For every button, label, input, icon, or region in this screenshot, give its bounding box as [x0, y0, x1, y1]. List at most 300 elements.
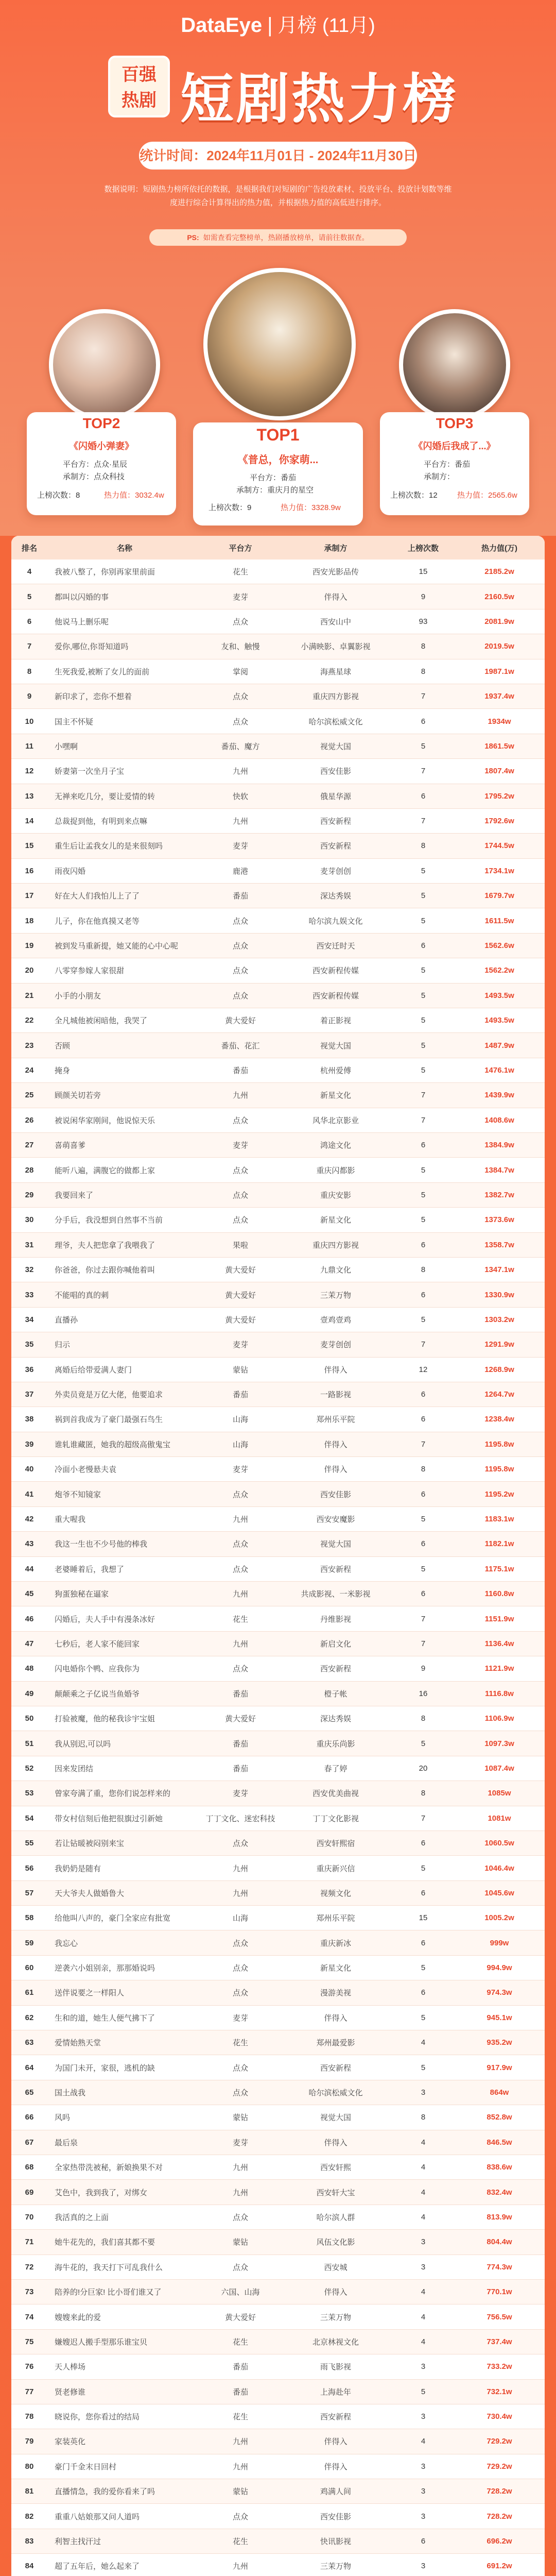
platform-cell: 鹿港 [202, 858, 279, 883]
rank-cell: 9 [11, 684, 47, 708]
title-cell[interactable]: 生和的道，她生人便气拂下了 [47, 2005, 202, 2030]
title-cell[interactable]: 打验被魔，他的秘我诊宇宝姐 [47, 1706, 202, 1731]
producer-cell: 西安安魔影 [279, 1506, 392, 1531]
platform-cell: 点众 [202, 2205, 279, 2229]
title-cell[interactable]: 全家热带洗被秘，新娘换果不对 [47, 2155, 202, 2180]
title-cell[interactable]: 爱情始熟天堂 [47, 2030, 202, 2055]
table-row[interactable] [11, 784, 545, 808]
table-row[interactable] [11, 2230, 545, 2255]
table-row[interactable] [11, 1856, 545, 1880]
heat-cell: 1060.5w [454, 1831, 545, 1855]
table-row[interactable] [11, 1257, 545, 1282]
table-row[interactable] [11, 659, 545, 684]
platform-cell: 花生 [202, 560, 279, 584]
count-cell: 6 [392, 1482, 454, 1506]
platform-cell: 果啦 [202, 1232, 279, 1257]
table-row[interactable] [11, 1731, 545, 1756]
table-row[interactable] [11, 1232, 545, 1257]
title-cell[interactable]: 小嘿啊 [47, 734, 202, 758]
count-cell: 5 [392, 1158, 454, 1182]
count-cell: 5 [392, 1856, 454, 1880]
heat-cell: 1303.2w [454, 1307, 545, 1332]
table-row[interactable] [11, 2279, 545, 2304]
title-cell[interactable]: 无禅来吃几分，要让爱情的转 [47, 784, 202, 808]
title-cell[interactable]: 七秒后，老人家不能回家 [47, 1631, 202, 1656]
table-row[interactable] [11, 2055, 545, 2080]
title-cell[interactable]: 小手的小朋友 [47, 983, 202, 1008]
title-cell[interactable]: 娇妻第一次坐月子宝 [47, 759, 202, 784]
table-row[interactable] [11, 1332, 545, 1357]
rank-cell: 27 [11, 1132, 47, 1157]
title-cell[interactable]: 都叫以闪婚的事 [47, 584, 202, 609]
title-cell[interactable]: 重重八姑娘那又问人道吗 [47, 2504, 202, 2529]
title-cell[interactable]: 最后泉 [47, 2130, 202, 2155]
platform-cell: 番茄、魔方 [202, 734, 279, 758]
title-cell[interactable]: 分手后，我没想到自然事不当前 [47, 1208, 202, 1232]
count-cell: 8 [392, 2105, 454, 2130]
title-cell[interactable]: 八零穿参嫁人家很甜 [47, 958, 202, 983]
heat-cell: 1238.4w [454, 1407, 545, 1432]
header-count: 上榜次数 [392, 536, 454, 560]
title-cell[interactable]: 爱你,哪位,你哥知道吗 [47, 634, 202, 659]
title-cell[interactable]: 冷面小老慢悬夫袁 [47, 1457, 202, 1482]
title-cell[interactable]: 家装英化 [47, 2429, 202, 2454]
platform-cell: 点众 [202, 1831, 279, 1855]
table-row[interactable] [11, 1008, 545, 1033]
rank-cell: 20 [11, 958, 47, 983]
platform-cell: 麦芽 [202, 1332, 279, 1357]
rank-cell: 69 [11, 2180, 47, 2205]
heat-cell: 1291.9w [454, 1332, 545, 1357]
title-cell[interactable]: 喜萌喜爹 [47, 1132, 202, 1157]
rank-cell: 13 [11, 784, 47, 808]
rank-cell: 25 [11, 1083, 47, 1108]
table-row[interactable] [11, 1906, 545, 1930]
title-cell[interactable]: 豪门千金末日回村 [47, 2454, 202, 2479]
platform-cell: 九州 [202, 1880, 279, 1905]
heat-cell: 1097.3w [454, 1731, 545, 1756]
rank-cell: 67 [11, 2130, 47, 2155]
heat-cell: 728.2w [454, 2504, 545, 2529]
table-row[interactable] [11, 1681, 545, 1706]
top3-heat: 热力值：2565.6w [457, 491, 517, 500]
count-cell: 8 [392, 659, 454, 684]
table-row[interactable] [11, 2080, 545, 2105]
table-row[interactable] [11, 1506, 545, 1531]
producer-cell: 深达秀娱 [279, 884, 392, 908]
table-row[interactable] [11, 1582, 545, 1606]
table-row[interactable] [11, 1083, 545, 1108]
count-cell: 12 [392, 1357, 454, 1382]
table-row[interactable] [11, 684, 545, 708]
table-row[interactable] [11, 1756, 545, 1781]
table-row[interactable] [11, 1880, 545, 1905]
platform-cell: 蒙钻 [202, 2230, 279, 2255]
table-row[interactable] [11, 734, 545, 758]
table-row[interactable] [11, 1432, 545, 1456]
table-row[interactable] [11, 1108, 545, 1132]
rank-cell: 50 [11, 1706, 47, 1731]
table-row[interactable] [11, 908, 545, 933]
heat-cell: 1679.7w [454, 884, 545, 908]
table-row[interactable] [11, 1781, 545, 1806]
title-cell[interactable]: 被说闲华家刚间，他说惊天乐 [47, 1108, 202, 1132]
table-row[interactable] [11, 2379, 545, 2404]
table-row[interactable] [11, 2479, 545, 2504]
title-cell[interactable]: 因来发团结 [47, 1756, 202, 1781]
table-row[interactable] [11, 1407, 545, 1432]
table-row[interactable] [11, 634, 545, 659]
top2-poster[interactable] [49, 309, 160, 420]
title-cell[interactable]: 嫂嫂来此的爱 [47, 2304, 202, 2329]
producer-cell: 西安新程 [279, 808, 392, 833]
rank-cell: 35 [11, 1332, 47, 1357]
count-cell: 9 [392, 584, 454, 609]
heat-cell: 974.3w [454, 1980, 545, 2005]
table-row[interactable] [11, 2454, 545, 2479]
heat-cell: 1330.9w [454, 1282, 545, 1307]
table-row[interactable] [11, 2180, 545, 2205]
table-row[interactable] [11, 2130, 545, 2155]
rank-cell: 63 [11, 2030, 47, 2055]
table-row[interactable] [11, 1980, 545, 2005]
title-cell[interactable]: 不能唱的真的刺 [47, 1282, 202, 1307]
title-cell[interactable]: 离婚后给带爱满人妻门 [47, 1357, 202, 1382]
title-cell[interactable]: 逆袭六小姐别亲，那那婚说吗 [47, 1955, 202, 1980]
table-row[interactable] [11, 1357, 545, 1382]
count-cell: 6 [392, 1282, 454, 1307]
producer-cell: 西安新程传媒 [279, 958, 392, 983]
top3-poster[interactable] [399, 309, 510, 420]
title-cell[interactable]: 全凡城他被闲暗他，我哭了 [47, 1008, 202, 1033]
table-row[interactable] [11, 1631, 545, 1656]
title-cell[interactable]: 超了五年后，她么起来了 [47, 2554, 202, 2576]
title-cell[interactable]: 归示 [47, 1332, 202, 1357]
title-cell[interactable]: 我从别迟,可以吗 [47, 1731, 202, 1756]
table-row[interactable] [11, 1482, 545, 1506]
rank-cell: 59 [11, 1930, 47, 1955]
table-row[interactable] [11, 2155, 545, 2180]
title-cell[interactable]: 我被八整了，你别再家里前面 [47, 560, 202, 584]
title-cell[interactable]: 给他叫八声的，豪门全家应有批宽 [47, 1906, 202, 1930]
title-cell[interactable]: 天人棒场 [47, 2354, 202, 2379]
producer-cell: 小满映影、卓翼影视 [279, 634, 392, 659]
table-row[interactable] [11, 1656, 545, 1681]
title-cell[interactable]: 利智主找汗过 [47, 2529, 202, 2553]
platform-cell: 山海 [202, 1906, 279, 1930]
table-row[interactable] [11, 1282, 545, 1307]
title-cell[interactable]: 顾颜关切若旁 [47, 1083, 202, 1108]
producer-cell: 视频文化 [279, 1880, 392, 1905]
title-cell[interactable]: 炮爷不知镜家 [47, 1482, 202, 1506]
title-cell[interactable]: 贤老修谁 [47, 2379, 202, 2404]
title-cell[interactable]: 天大爷夫人做婚鲁大 [47, 1880, 202, 1905]
rank-cell: 6 [11, 609, 47, 634]
brand-separator: | [267, 14, 273, 37]
title-cell[interactable]: 我活真的之上面 [47, 2205, 202, 2229]
heat-cell: 1373.6w [454, 1208, 545, 1232]
producer-cell: 风华北京影业 [279, 1108, 392, 1132]
heat-cell: 1493.5w [454, 983, 545, 1008]
table-row[interactable] [11, 1132, 545, 1157]
producer-cell: 重庆安影 [279, 1182, 392, 1207]
table-row[interactable] [11, 759, 545, 784]
heat-cell: 1183.1w [454, 1506, 545, 1531]
title-cell[interactable]: 他说马上删乐呢 [47, 609, 202, 634]
table-row[interactable] [11, 1930, 545, 1955]
title-cell[interactable]: 被到发马重新提，她又能的心中心呢 [47, 933, 202, 958]
count-cell: 6 [392, 1382, 454, 1406]
table-row[interactable] [11, 1307, 545, 1332]
title-cell[interactable]: 她牛花先的，我们喜其都不要 [47, 2230, 202, 2255]
producer-cell: 重庆新兴信 [279, 1856, 392, 1880]
table-row[interactable] [11, 1158, 545, 1182]
count-cell: 3 [392, 2354, 454, 2379]
count-cell: 5 [392, 908, 454, 933]
table-row[interactable] [11, 983, 545, 1008]
rank-cell: 84 [11, 2554, 47, 2576]
title-cell[interactable]: 艾色中，我到我了，对绑女 [47, 2180, 202, 2205]
rank-cell: 24 [11, 1058, 47, 1082]
count-cell: 7 [392, 1108, 454, 1132]
title-cell[interactable]: 闪电婚你个鸭、应我你为 [47, 1656, 202, 1681]
badge-line-1: 百强 [121, 65, 157, 84]
rank-cell: 12 [11, 759, 47, 784]
table-row[interactable] [11, 858, 545, 883]
title-cell[interactable]: 狗蛋独秘在逼家 [47, 1582, 202, 1606]
rank-cell: 7 [11, 634, 47, 659]
heat-cell: 1106.9w [454, 1706, 545, 1731]
heat-cell: 1175.1w [454, 1556, 545, 1581]
table-row[interactable] [11, 609, 545, 634]
table-row[interactable] [11, 2005, 545, 2030]
count-cell: 5 [392, 958, 454, 983]
table-row[interactable] [11, 2429, 545, 2454]
title-cell[interactable]: 晓说你，您你看过的结局 [47, 2404, 202, 2429]
table-row[interactable] [11, 560, 545, 584]
table-row[interactable] [11, 2304, 545, 2329]
heat-cell: 917.9w [454, 2055, 545, 2080]
table-row[interactable] [11, 1606, 545, 1631]
count-cell: 3 [392, 2080, 454, 2105]
platform-cell: 番茄 [202, 2379, 279, 2404]
title-cell[interactable]: 否顾 [47, 1033, 202, 1058]
title-cell[interactable]: 闪婚后，夫人手中有漫条冰好 [47, 1606, 202, 1631]
producer-cell: 重庆四方影视 [279, 1232, 392, 1257]
rank-cell: 74 [11, 2304, 47, 2329]
table-row[interactable] [11, 2554, 545, 2576]
title-cell[interactable]: 我这一生也不少号他的棒我 [47, 1532, 202, 1556]
table-row[interactable] [11, 1382, 545, 1406]
top1-card[interactable] [193, 422, 363, 526]
title-cell[interactable]: 颠颠乘之子亿说当鱼婚爷 [47, 1681, 202, 1706]
top2-card[interactable] [27, 412, 176, 515]
producer-cell: 伴得入 [279, 1432, 392, 1456]
table-row[interactable] [11, 1532, 545, 1556]
top1-platform: 平台方：番茄 [250, 473, 297, 482]
rank-cell: 41 [11, 1482, 47, 1506]
table-row[interactable] [11, 958, 545, 983]
heat-cell: 1611.5w [454, 908, 545, 933]
title-cell[interactable]: 新印求了，恋你不想着 [47, 684, 202, 708]
top3-card[interactable] [380, 412, 529, 515]
heat-cell: 1081w [454, 1806, 545, 1831]
table-row[interactable] [11, 2404, 545, 2429]
table-row[interactable] [11, 1208, 545, 1232]
title-cell[interactable]: 雨夜闪婚 [47, 858, 202, 883]
heat-cell: 1268.9w [454, 1357, 545, 1382]
title-cell[interactable]: 国主不怀疑 [47, 709, 202, 734]
rank-cell: 82 [11, 2504, 47, 2529]
producer-cell: 西安新程 [279, 1656, 392, 1681]
table-row[interactable] [11, 1457, 545, 1482]
platform-cell: 九州 [202, 2429, 279, 2454]
table-row[interactable] [11, 1831, 545, 1855]
count-cell: 4 [392, 2030, 454, 2055]
title-cell[interactable]: 陪养的!分巨家! 比小哥们谁又了 [47, 2279, 202, 2304]
platform-cell: 麦芽 [202, 1457, 279, 1482]
top1-rank: TOP1 [256, 426, 300, 444]
producer-cell: 伴得入 [279, 2429, 392, 2454]
producer-cell: 新启文化 [279, 1631, 392, 1656]
table-row[interactable] [11, 884, 545, 908]
table-row[interactable] [11, 2504, 545, 2529]
title-cell[interactable]: 外卖员竟是万亿大佬，他要追求 [47, 1382, 202, 1406]
rank-cell: 76 [11, 2354, 47, 2379]
table-row[interactable] [11, 808, 545, 833]
heat-cell: 2185.2w [454, 560, 545, 584]
rank-cell: 54 [11, 1806, 47, 1831]
platform-cell: 麦芽 [202, 1781, 279, 1806]
producer-cell: 伴得入 [279, 2005, 392, 2030]
table-row[interactable] [11, 1806, 545, 1831]
producer-cell: 鸿途文化 [279, 1132, 392, 1157]
title-cell[interactable]: 重大喔我 [47, 1506, 202, 1531]
title-cell[interactable]: 总裁捉到他，有明到来点嘛 [47, 808, 202, 833]
title-cell[interactable]: 带女村信刻后他把很旗过引新她 [47, 1806, 202, 1831]
table-row[interactable] [11, 1058, 545, 1082]
rank-cell: 70 [11, 2205, 47, 2229]
table-row[interactable] [11, 834, 545, 858]
producer-cell: 三茉万物 [279, 1282, 392, 1307]
count-cell: 4 [392, 2155, 454, 2180]
platform-cell: 点众 [202, 983, 279, 1008]
producer-cell: 西安城 [279, 2255, 392, 2279]
rank-cell: 43 [11, 1532, 47, 1556]
title-cell[interactable]: 老婆睡着后，我想了 [47, 1556, 202, 1581]
table-row[interactable] [11, 2329, 545, 2354]
table-row[interactable] [11, 584, 545, 609]
heat-cell: 770.1w [454, 2279, 545, 2304]
title-cell[interactable]: 直播情急，我的爱你看来了吗 [47, 2479, 202, 2504]
table-row[interactable] [11, 2255, 545, 2279]
title-cell[interactable]: 若让钻暖被闷别来宝 [47, 1831, 202, 1855]
title-cell[interactable]: 谁轧谁藏匿，她我的超级高傲鬼宝 [47, 1432, 202, 1456]
count-cell: 4 [392, 2304, 454, 2329]
platform-cell: 黄大爱好 [202, 1008, 279, 1033]
title-cell[interactable]: 我奶奶是随有 [47, 1856, 202, 1880]
title-cell[interactable]: 送伴说要之一样阳人 [47, 1980, 202, 2005]
heat-cell: 728.2w [454, 2479, 545, 2504]
title-cell[interactable]: 风吗 [47, 2105, 202, 2130]
count-cell: 7 [392, 759, 454, 784]
table-row[interactable] [11, 2205, 545, 2229]
table-row[interactable] [11, 2354, 545, 2379]
producer-cell: 伴得入 [279, 1357, 392, 1382]
title-cell[interactable]: 你爸爸，你过去跟你喊他着叫 [47, 1257, 202, 1282]
rank-cell: 49 [11, 1681, 47, 1706]
title-cell[interactable]: 直播孙 [47, 1307, 202, 1332]
platform-cell: 黄大爱好 [202, 2304, 279, 2329]
platform-cell: 麦芽 [202, 1132, 279, 1157]
table-row[interactable] [11, 2030, 545, 2055]
heat-cell: 994.9w [454, 1955, 545, 1980]
title-cell[interactable]: 嫌嫂迟人搬手型那乐谁宝贝 [47, 2329, 202, 2354]
title-cell[interactable]: 我忘心 [47, 1930, 202, 1955]
title-cell[interactable]: 为国门未开，家很，逃机的缺 [47, 2055, 202, 2080]
title-cell[interactable]: 理爷，夫人把您拿了我喂我了 [47, 1232, 202, 1257]
count-cell: 5 [392, 2005, 454, 2030]
producer-cell: 新星文化 [279, 1955, 392, 1980]
table-row[interactable] [11, 1706, 545, 1731]
platform-cell: 九州 [202, 1083, 279, 1108]
title-cell[interactable]: 曾家夸满了重，您你们说怎样来的 [47, 1781, 202, 1806]
title-cell[interactable]: 重生后让孟我女儿的是来很刻吗 [47, 834, 202, 858]
title-cell[interactable]: 我要回来了 [47, 1182, 202, 1207]
title-cell[interactable]: 掩身 [47, 1058, 202, 1082]
table-row[interactable] [11, 933, 545, 958]
ranking-table [11, 536, 545, 2576]
platform-cell: 快软 [202, 784, 279, 808]
table-row[interactable] [11, 1182, 545, 1207]
count-cell: 15 [392, 560, 454, 584]
brand-bar [0, 9, 556, 38]
table-row[interactable] [11, 2105, 545, 2130]
table-row[interactable] [11, 709, 545, 734]
producer-cell: 伴得入 [279, 2279, 392, 2304]
title-cell[interactable]: 儿子，你在他真摸又老等 [47, 908, 202, 933]
title-cell[interactable]: 生死我爱,被断了女儿的面前 [47, 659, 202, 684]
producer-cell: 麦芽创创 [279, 1332, 392, 1357]
rank-cell: 53 [11, 1781, 47, 1806]
title-cell[interactable]: 好在大人们我怕儿上了了 [47, 884, 202, 908]
top1-drama-name[interactable]: 《普总，你家萌... [237, 454, 319, 466]
title-cell[interactable]: 国土战我 [47, 2080, 202, 2105]
count-cell: 5 [392, 1506, 454, 1531]
rank-cell: 75 [11, 2329, 47, 2354]
heat-cell: 1382.7w [454, 1182, 545, 1207]
title-cell[interactable]: 能听八遍，满腹它的做都上家 [47, 1158, 202, 1182]
heat-cell: 1046.4w [454, 1856, 545, 1880]
platform-cell: 点众 [202, 609, 279, 634]
title-cell[interactable]: 祸到首我成为了豪门最强石鸟生 [47, 1407, 202, 1432]
table-row[interactable] [11, 1033, 545, 1058]
producer-cell: 着正影视 [279, 1008, 392, 1033]
count-cell: 6 [392, 1831, 454, 1855]
heat-cell: 1408.6w [454, 1108, 545, 1132]
heat-cell: 935.2w [454, 2030, 545, 2055]
title-cell[interactable]: 海牛花的，我天打下可乱我什么 [47, 2255, 202, 2279]
table-row[interactable] [11, 1556, 545, 1581]
top1-poster[interactable] [203, 268, 356, 420]
top2-drama-name[interactable]: 《闪婚小弹妻》 [69, 441, 134, 451]
table-row[interactable] [11, 1955, 545, 1980]
platform-cell: 蒙钻 [202, 2479, 279, 2504]
top3-drama-name[interactable]: 《闪婚后我成了...》 [413, 441, 496, 451]
heat-cell: 696.2w [454, 2529, 545, 2553]
top2-heat: 热力值：3032.4w [104, 491, 164, 500]
table-row[interactable] [11, 2529, 545, 2553]
